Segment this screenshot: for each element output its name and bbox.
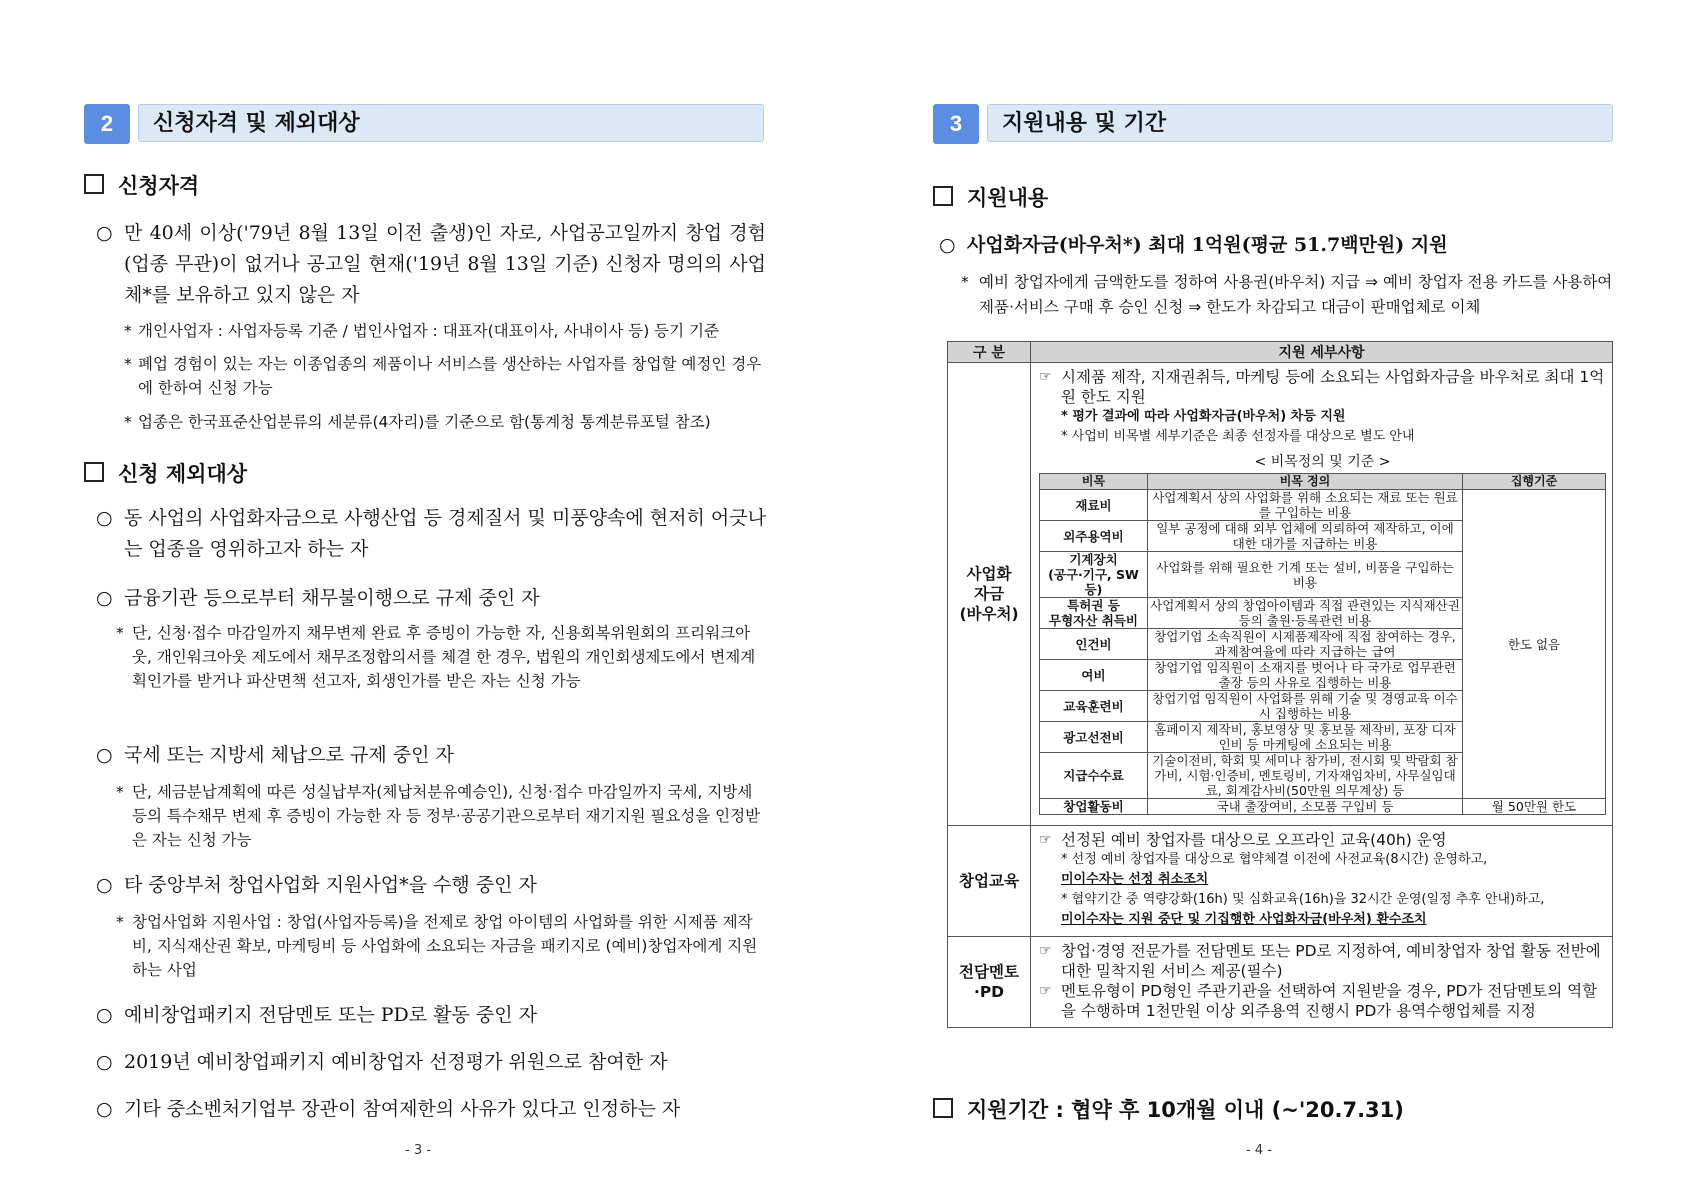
exclusion-item-6: ○ 2019년 예비창업패키지 예비창업자 선정평가 위원으로 참여한 자 [96, 1051, 668, 1073]
exclusion-item-4: ○ 타 중앙부처 창업사업화 지원사업*을 수행 중인 자 [96, 874, 537, 896]
voucher-sub-2: * 사업비 비목별 세부기준은 최종 선정자를 대상으로 별도 안내 [1061, 429, 1415, 444]
heading-support-content: 지원내용 [933, 182, 1048, 212]
section-header [933, 104, 1613, 144]
education-sub-2-underline: 미이수자는 지원 중단 및 기집행한 사업화자금(바우처) 환수조치 [1061, 912, 1427, 927]
table-row: 재료비 사업계획서 상의 사업화를 위해 소요되는 재료 또는 원료를 구입하는 비용 한도 없음 [1040, 490, 1606, 521]
section-number: 2 [84, 104, 130, 144]
section-title: 신청자격 및 제외대상 [138, 104, 764, 142]
pointing-hand-icon: ☞ [1039, 369, 1052, 385]
mentor-main-text-2: 멘토유형이 PD형인 주관기관을 선택하여 지원받을 경우, PD가 전담멘토의 역할을 수행하며 1천만원 이상 외주용역 진행시 PD가 용역수행업체를 지정 [1061, 982, 1598, 1020]
table-row: 광고선전비 홈페이지 제작비, 홍보영상 및 홍보물 제작비, 포장 디자인비 등 마케팅에 소요되는 비용 [1040, 722, 1606, 753]
table-row-mentor [948, 937, 1613, 1028]
checkbox-square-icon [933, 186, 953, 206]
table-row: 교육훈련비 창업기업 임직원이 사업화를 위해 기술 및 경영교육 이수 시 집행하는 비용 [1040, 691, 1606, 722]
category-education: 창업교육 [948, 826, 1031, 937]
table-row: 인건비 창업기업 소속직원이 시제품제작에 직접 참여하는 경우, 과제참여율에 따라 지급하는 급여 [1040, 629, 1606, 660]
education-sub-1-underline: 미이수자는 선정 취소조치 [1061, 872, 1209, 887]
table-row: 외주용역비 일부 공정에 대해 외부 업체에 의뢰하여 제작하고, 이에 대한 대가를 지급하는 비용 [1040, 521, 1606, 552]
table-row: 여비 창업기업 임직원이 소재지를 벗어나 타 국가로 업무관련 출장 등의 사유로 집행하는 비용 [1040, 660, 1606, 691]
education-sub-2: * 협약기간 중 역량강화(16h) 및 심화교육(16h)을 32시간 운영(일정 추후 안내)하고, [1061, 892, 1545, 907]
pointing-hand-icon: ☞ [1039, 943, 1052, 959]
limit-none: 한도 없음 [1463, 490, 1606, 799]
exclusion-item-3: ○ 국세 또는 지방세 체납으로 규제 중인 자 [96, 744, 454, 766]
note-2: * 폐업 경험이 있는 자는 이종업종의 제품이나 서비스를 생산하는 사업자를 창업할 예정인 경우에 한하여 신청 가능 [124, 355, 762, 397]
eligibility-paragraph: ○ 만 40세 이상('79년 8월 13일 이전 출생)인 자로, 사업공고일까지 창업 경험(업종 무관)이 없거나 공고일 현재('19년 8월 13일 기준) 신청자 명의의 사업체*를 보유하고 있지 않은 자 [96, 222, 766, 306]
voucher-note: * 예비 창업자에게 금액한도를 정하여 사용권(바우처) 지급 ⇒ 예비 창업자 전용 카드를 사용하여 제품·서비스 구매 후 승인 신청 ⇒ 한도가 차감되고 대금이 판매업체로 이체 [961, 273, 1613, 316]
table-header-row [948, 342, 1613, 363]
heading-exclusion: 신청 제외대상 [84, 458, 247, 488]
exclusion-item-7: ○ 기타 중소벤처기업부 장관이 참여제한의 사유가 있다고 인정하는 자 [96, 1098, 681, 1120]
table-row: 특허권 등 무형자산 취득비 사업계획서 상의 창업아이템과 직접 관련있는 지식재산권 등의 출원·등록관련 비용 [1040, 598, 1606, 629]
education-sub-1: * 선정 예비 창업자를 대상으로 협약체결 이전에 사전교육(8시간) 운영하고, [1061, 852, 1488, 867]
exclusion-item-5: ○ 예비창업패키지 전담멘토 또는 PD로 활동 중인 자 [96, 1004, 537, 1026]
page-number: - 4 - [1246, 1143, 1272, 1158]
page-number: - 3 - [405, 1143, 431, 1158]
table-row: 지급수수료 기술이전비, 학회 및 세미나 참가비, 전시회 및 박람회 참가비, 시험·인증비, 멘토링비, 기자재임차비, 사무실임대료, 회계감사비(50만원 의무계상) 등 [1040, 753, 1606, 799]
section-number: 3 [933, 104, 979, 144]
note-1: * 개인사업자 : 사업자등록 기준 / 법인사업자 : 대표자(대표이사, 사내이사 등) 등기 기준 [124, 322, 719, 340]
page-4 [841, 0, 1682, 1190]
table-header-category: 구 분 [948, 342, 1031, 363]
exclusion-note-2: * 단, 신청·접수 마감일까지 채무변제 완료 후 증빙이 가능한 자, 신용회복위원회의 프리워크아웃, 개인워크아웃 제도에서 채무조정합의서를 체결 한 경우, 법원의 개인회생제도에서 변제계획인가를 받거나 파산면책 선고자, 회생인가를 받은 자는 신청 가능 [116, 624, 756, 690]
exclusion-item-1: ○ 동 사업의 사업화자금으로 사행산업 등 경제질서 및 미풍양속에 현저히 어긋나는 업종을 영위하고자 하는 자 [96, 507, 766, 560]
inner-header-standard: 집행기준 [1463, 474, 1606, 490]
inner-table-caption: < 비목정의 및 기준 > [1254, 454, 1391, 470]
exclusion-note-3: * 단, 세금분납계획에 따른 성실납부자(체납처분유예승인), 신청·접수 마감일까지 국세, 지방세 등의 특수채무 변제 후 증빙이 가능한 자 등 정부·공공기관으로부터 재기지원 필요성을 인정받은 자는 신청 가능 [116, 783, 761, 849]
education-main-text: 선정된 예비 창업자를 대상으로 오프라인 교육(40h) 운영 [1061, 831, 1447, 849]
exclusion-item-2: ○ 금융기관 등으로부터 채무불이행으로 규제 중인 자 [96, 587, 540, 609]
table-row: 기계장치 (공구·기구, SW 등) 사업화를 위해 필요한 기계 또는 설비, 비품을 구입하는 비용 [1040, 552, 1606, 598]
support-amount: ○ 사업화자금(바우처*) 최대 1억원(평균 51.7백만원) 지원 [939, 234, 1448, 256]
mentor-main-text-1: 창업·경영 전문가를 전담멘토 또는 PD로 지정하여, 예비창업자 창업 활동 전반에 대한 밀착지원 서비스 제공(필수) [1061, 942, 1601, 980]
checkbox-square-icon [84, 174, 104, 194]
checkbox-square-icon [84, 462, 104, 482]
category-voucher: 사업화 자금 (바우처) [948, 363, 1031, 826]
category-mentor: 전담멘토 ·PD [948, 937, 1031, 1028]
inner-header-item: 비목 [1040, 474, 1148, 490]
table-row-voucher [948, 363, 1613, 826]
voucher-sub-1: * 평가 결과에 따라 사업화자금(바우처) 차등 지원 [1061, 409, 1346, 424]
inner-header-definition: 비목 정의 [1148, 474, 1463, 490]
heading-support-period: 지원기간 : 협약 후 10개월 이내 (~'20.7.31) [933, 1094, 1404, 1124]
checkbox-square-icon [933, 1098, 953, 1118]
pointing-hand-icon: ☞ [1039, 983, 1052, 999]
expense-item-table [1039, 473, 1606, 815]
limit-monthly: 월 50만원 한도 [1463, 799, 1606, 815]
table-row-education [948, 826, 1613, 937]
heading-eligibility: 신청자격 [84, 170, 199, 200]
support-detail-table [947, 341, 1613, 1028]
note-3: * 업종은 한국표준산업분류의 세분류(4자리)를 기준으로 함(통계청 통계분류포털 참조) [124, 413, 711, 431]
voucher-main-text: 시제품 제작, 지재권취득, 마케팅 등에 소요되는 사업화자금을 바우처로 최대 1억원 한도 지원 [1061, 368, 1605, 406]
pointing-hand-icon: ☞ [1039, 832, 1052, 848]
section-title: 지원내용 및 기간 [987, 104, 1613, 142]
table-header-details: 지원 세부사항 [1031, 342, 1613, 363]
exclusion-note-4: * 창업사업화 지원사업 : 창업(사업자등록)을 전제로 창업 아이템의 사업화를 위한 시제품 제작비, 지식재산권 확보, 마케팅비 등 사업화에 소요되는 자금을 패키지로 (예비)창업자에게 지원하는 사업 [116, 913, 758, 979]
section-header [84, 104, 764, 144]
table-row: 창업활동비 국내 출장여비, 소모품 구입비 등 월 50만원 한도 [1040, 799, 1606, 815]
